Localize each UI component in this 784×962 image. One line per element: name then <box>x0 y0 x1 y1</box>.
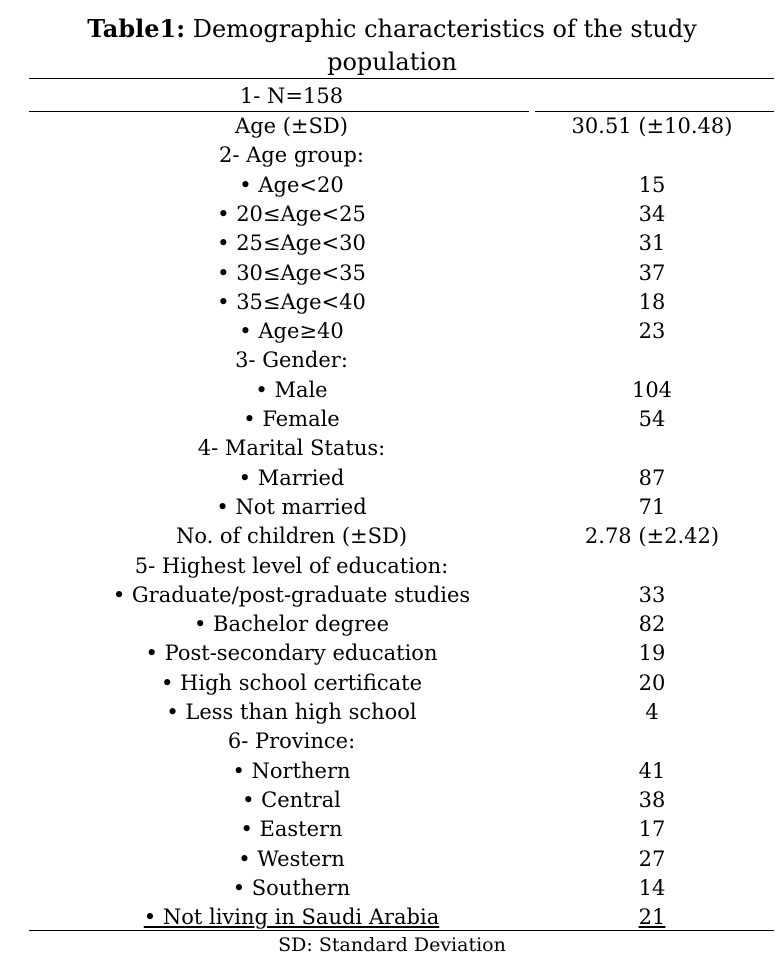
table-row <box>29 434 774 463</box>
row-value: 19 <box>638 641 666 666</box>
row-label <box>29 552 554 581</box>
row-value: 23 <box>638 319 666 344</box>
table-row <box>29 82 774 111</box>
table-row <box>29 317 774 346</box>
row-label <box>29 757 554 786</box>
table-row <box>29 874 774 903</box>
row-label <box>29 522 554 551</box>
row-label-text: 5- Highest level of education: <box>134 553 449 578</box>
row-value: 17 <box>638 817 666 842</box>
row-label <box>29 346 554 375</box>
row-value: 104 <box>631 377 673 402</box>
table-row <box>29 727 774 756</box>
row-label <box>29 200 554 229</box>
row-label-text: • Age<20 <box>239 173 343 197</box>
table-row <box>29 259 774 288</box>
row-value: 18 <box>638 289 666 314</box>
row-label-text: • Northern <box>232 759 350 783</box>
row-label-text: 2- Age group: <box>218 143 364 168</box>
row-label <box>29 639 554 668</box>
row-label-text: 4- Marital Status: <box>197 436 386 461</box>
table-row <box>29 112 774 141</box>
row-label <box>29 581 554 610</box>
table-row <box>29 757 774 786</box>
table-row <box>29 845 774 874</box>
row-value: 2.78 (±2.42) <box>584 524 720 549</box>
row-label <box>29 845 554 874</box>
row-label-text: • High school certificate <box>161 671 422 695</box>
table-row <box>29 903 774 932</box>
row-label-text: • 35≤Age<40 <box>217 290 366 314</box>
row-value: 33 <box>638 582 666 607</box>
row-label-text: • Not married <box>216 495 366 519</box>
table-row <box>29 610 774 639</box>
row-label <box>29 493 554 522</box>
row-label-text: • Post-secondary education <box>146 641 438 665</box>
table-row <box>29 464 774 493</box>
table-bottom-rule <box>29 930 774 931</box>
row-label <box>29 112 554 141</box>
row-label <box>29 317 554 346</box>
row-label <box>29 288 554 317</box>
row-label <box>29 229 554 258</box>
row-value: 34 <box>638 201 666 226</box>
table-title-line2: population <box>327 48 457 76</box>
row-label <box>29 171 554 200</box>
table-row <box>29 698 774 727</box>
row-label-text: • 20≤Age<25 <box>217 202 366 226</box>
row-label <box>29 698 554 727</box>
row-label-text: • Western <box>238 847 345 871</box>
row-label <box>29 903 554 932</box>
row-label-text: 6- Province: <box>227 729 356 754</box>
row-value: 30.51 (±10.48) <box>571 114 733 138</box>
table-row <box>29 493 774 522</box>
row-value: 82 <box>638 612 666 637</box>
row-value: 38 <box>638 787 666 812</box>
row-label <box>29 259 554 288</box>
row-label-text: Age (±SD) <box>235 114 348 138</box>
table-row <box>29 815 774 844</box>
row-label-text: • Central <box>242 788 341 812</box>
row-value: 20 <box>638 670 666 695</box>
row-value: 54 <box>638 407 666 431</box>
row-label-text: • Female <box>243 407 340 431</box>
row-label <box>29 874 554 903</box>
table-row <box>29 229 774 258</box>
row-label <box>29 464 554 493</box>
row-value: 27 <box>638 846 666 871</box>
row-label <box>29 376 554 405</box>
row-label-text: • 25≤Age<30 <box>217 231 366 255</box>
row-label-text: 3- Gender: <box>235 348 348 373</box>
row-label <box>29 434 554 463</box>
row-label-text: • Southern <box>233 876 351 900</box>
row-label-text: • Eastern <box>240 817 342 841</box>
row-label <box>29 669 554 698</box>
table-top-rule <box>29 78 774 79</box>
table-row <box>29 200 774 229</box>
row-label <box>29 727 554 756</box>
row-label-text: • Not living in Saudi Arabia <box>144 905 439 929</box>
table-row <box>29 552 774 581</box>
row-label-text: • 30≤Age<35 <box>217 261 366 285</box>
row-value: 21 <box>638 905 666 930</box>
row-label <box>29 786 554 815</box>
table-row <box>29 522 774 551</box>
table-row <box>29 376 774 405</box>
table-row <box>29 171 774 200</box>
row-label <box>29 82 554 111</box>
row-label <box>29 405 554 434</box>
row-value: 14 <box>638 875 666 900</box>
row-label <box>29 815 554 844</box>
table-row <box>29 639 774 668</box>
row-label-text: • Less than high school <box>166 700 416 724</box>
table-title-text: Demographic characteristics of the study <box>185 15 697 43</box>
row-label <box>29 610 554 639</box>
row-label-text: 1- N=158 <box>239 84 344 108</box>
table-footnote: SD: Standard Deviation <box>278 934 506 956</box>
table-row <box>29 669 774 698</box>
row-value: 87 <box>638 465 666 490</box>
table-row <box>29 581 774 610</box>
row-value: 4 <box>645 700 659 724</box>
row-label-text: • Age≥40 <box>239 319 343 343</box>
table-row <box>29 405 774 434</box>
row-value: 71 <box>638 494 666 519</box>
row-value: 41 <box>638 758 666 783</box>
row-value: 37 <box>638 260 666 285</box>
row-label-text: • Graduate/post-graduate studies <box>113 583 470 607</box>
table-row <box>29 141 774 170</box>
row-label-text: No. of children (±SD) <box>175 524 408 549</box>
table-title <box>0 12 784 79</box>
row-label <box>29 141 554 170</box>
row-label-text: • Bachelor degree <box>194 612 389 636</box>
table-row <box>29 346 774 375</box>
row-label-text: • Married <box>239 466 345 490</box>
row-value: 15 <box>638 172 666 197</box>
row-label-text: • Male <box>255 378 327 402</box>
table-title-number: Table1: <box>87 14 186 43</box>
table-row <box>29 288 774 317</box>
table-row <box>29 786 774 815</box>
row-value: 31 <box>638 231 666 256</box>
